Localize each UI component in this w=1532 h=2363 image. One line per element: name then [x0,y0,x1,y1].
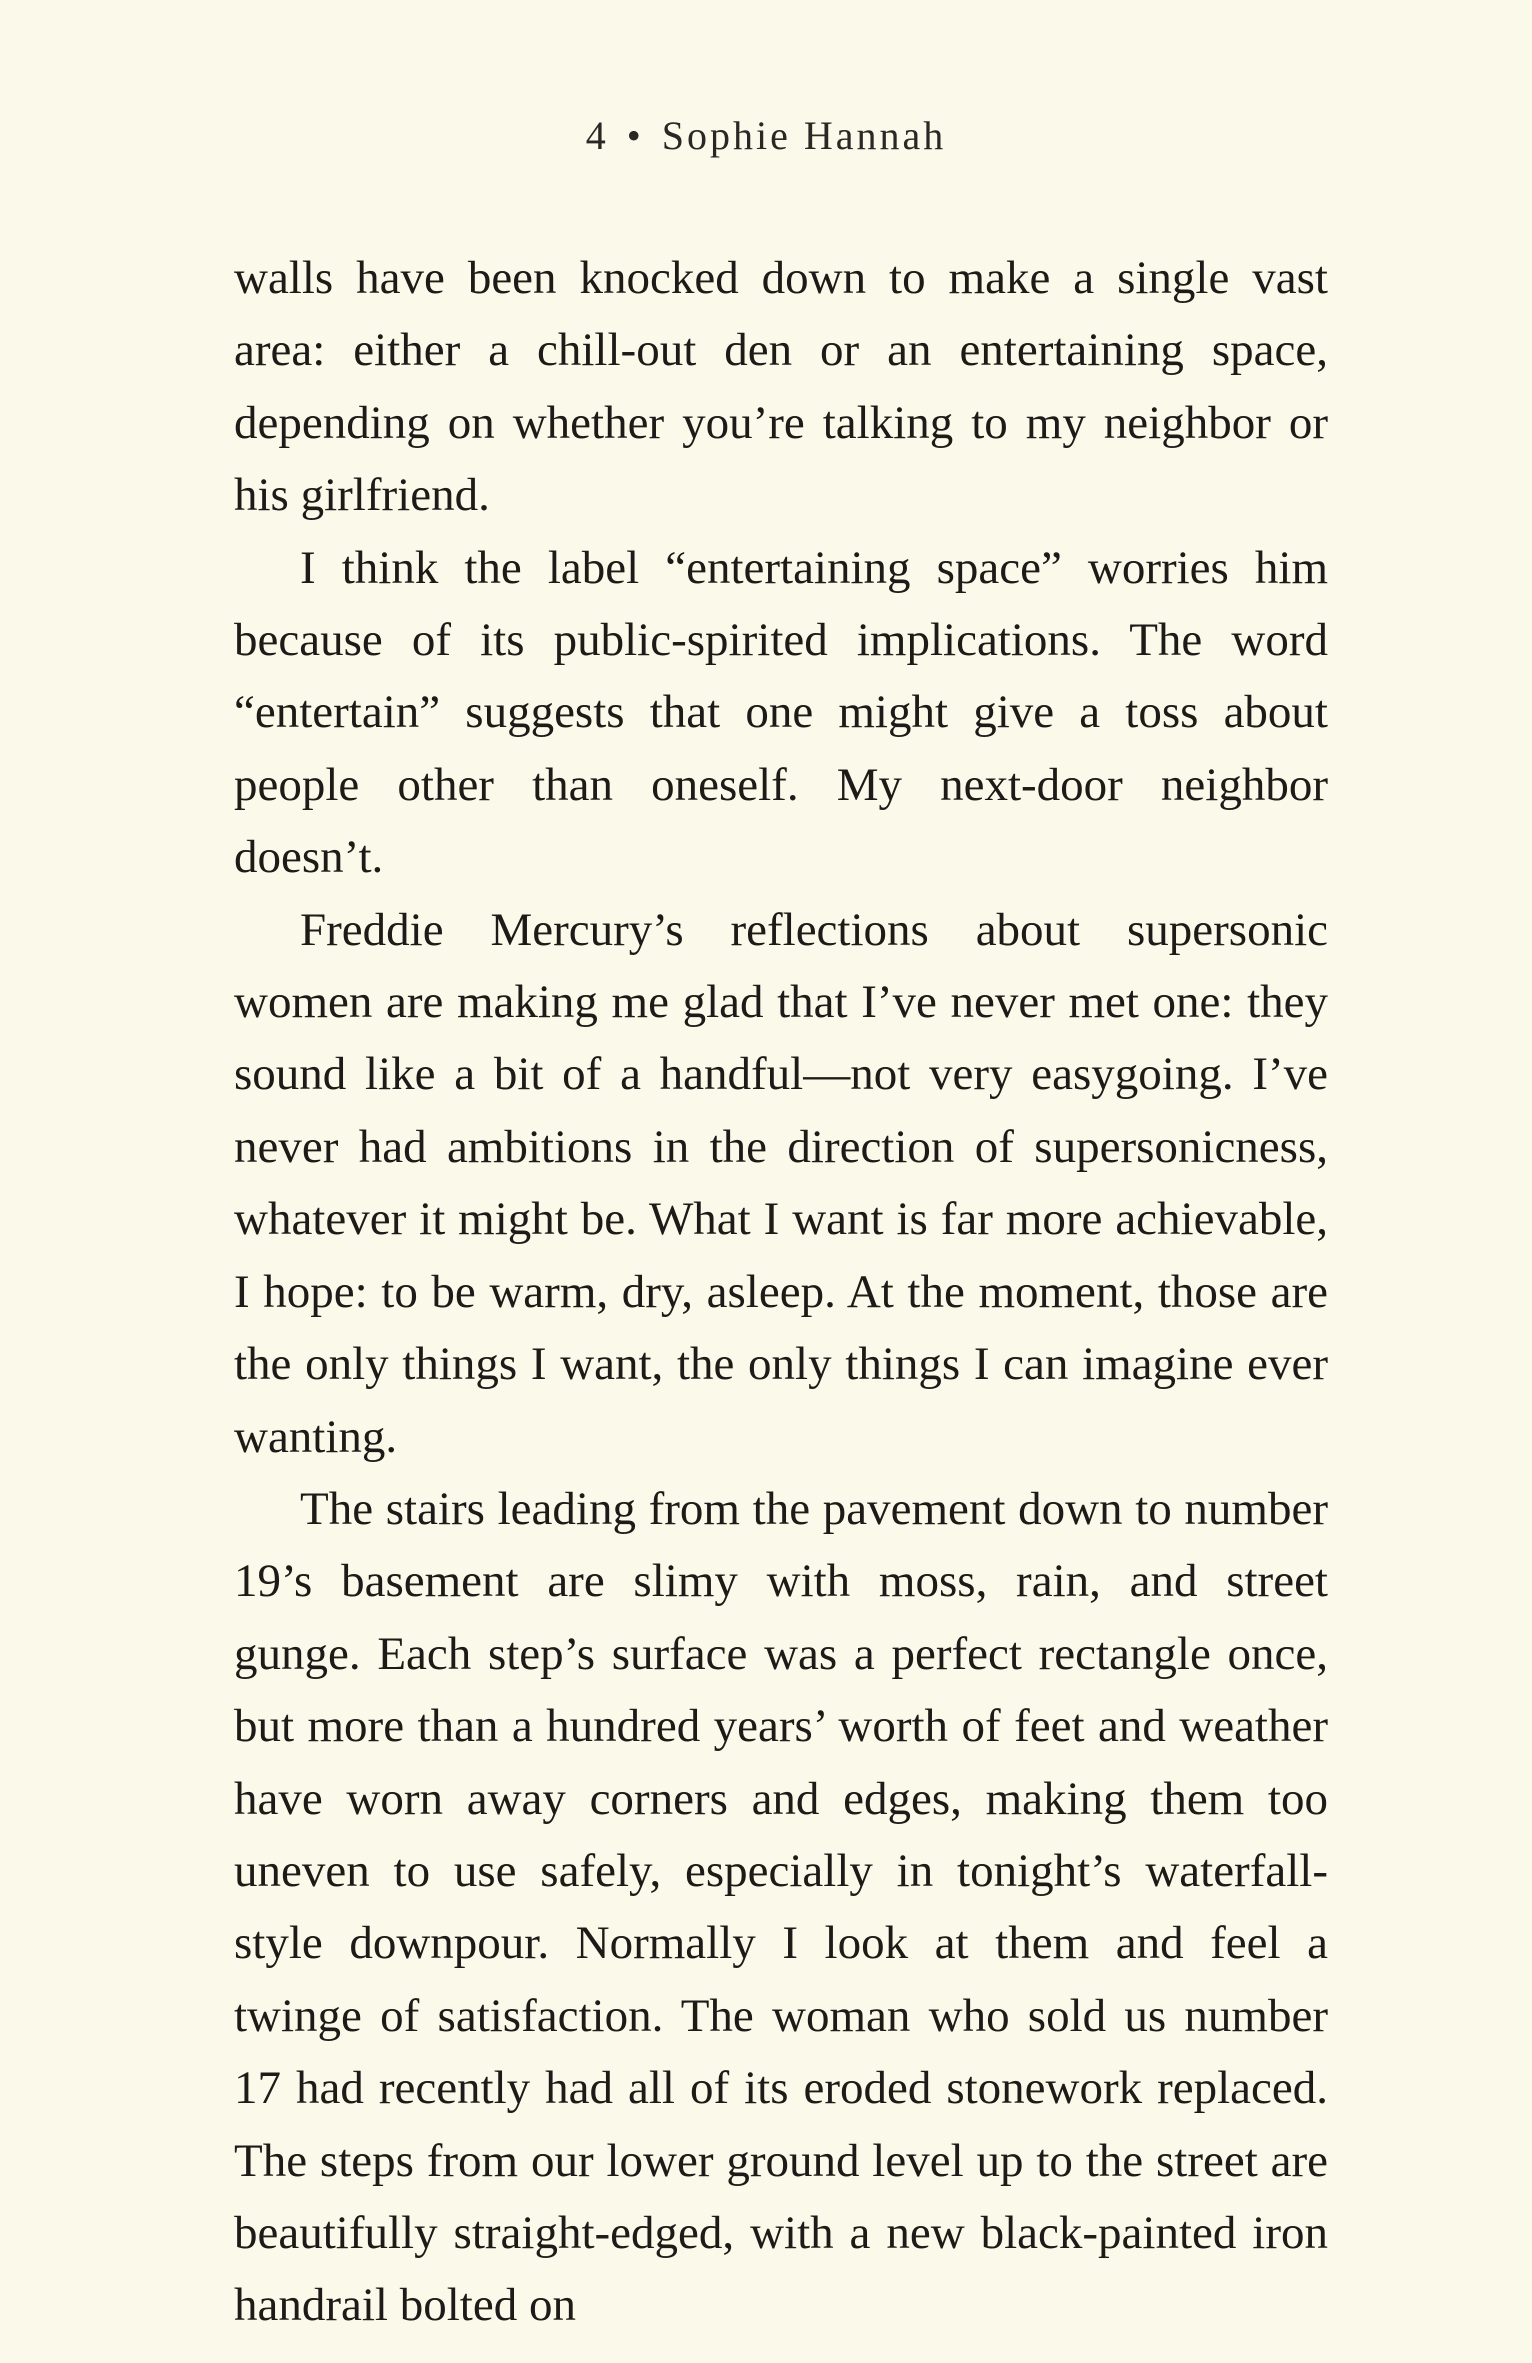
body-text [234,242,1328,2342]
running-header [0,112,1532,159]
paragraph-4: The stairs leading from the pavement down to number 19’s basement are slimy with moss, rain, and street gunge. Each step’s surface was a perfect rectangle once, but more than a hundred years’ worth of feet and weather have worn away corners and edges, making them too uneven to use safely, especially in tonight’s waterfall-style downpour. Normally I look at them and feel a twinge of satisfaction. The woman who sold us number 17 had recently had all of its eroded stonework replaced. The steps from our lower ground level up to the street are beautifully straight-edged, with a new black-painted iron handrail bolted on [234,1482,1328,2332]
header-separator: • [626,113,644,158]
paragraph-1: walls have been knocked down to make a single vast area: either a chill-out den or an entertaining space, depending on whether you’re talking to my neighbor or his girlfriend. [234,252,1328,522]
paragraph-3: Freddie Mercury’s reflections about supersonic women are making me glad that I’ve never met one: they sound like a bit of a handful—not very easygoing. I’ve never had ambitions in the direction of supersonicness, whatever it might be. What I want is far more achievable, I hope: to be warm, dry, asleep. At the moment, those are the only things I want, the only things I can imagine ever wanting. [234,903,1328,1463]
page-number: 4 [585,113,609,158]
paragraph-2: I think the label “entertaining space” worries him because of its public-spirited implications. The word “entertain” suggests that one might give a toss about people other than oneself. My next-door neighbor doesn’t. [234,541,1328,884]
author-name: Sophie Hannah [661,113,947,158]
